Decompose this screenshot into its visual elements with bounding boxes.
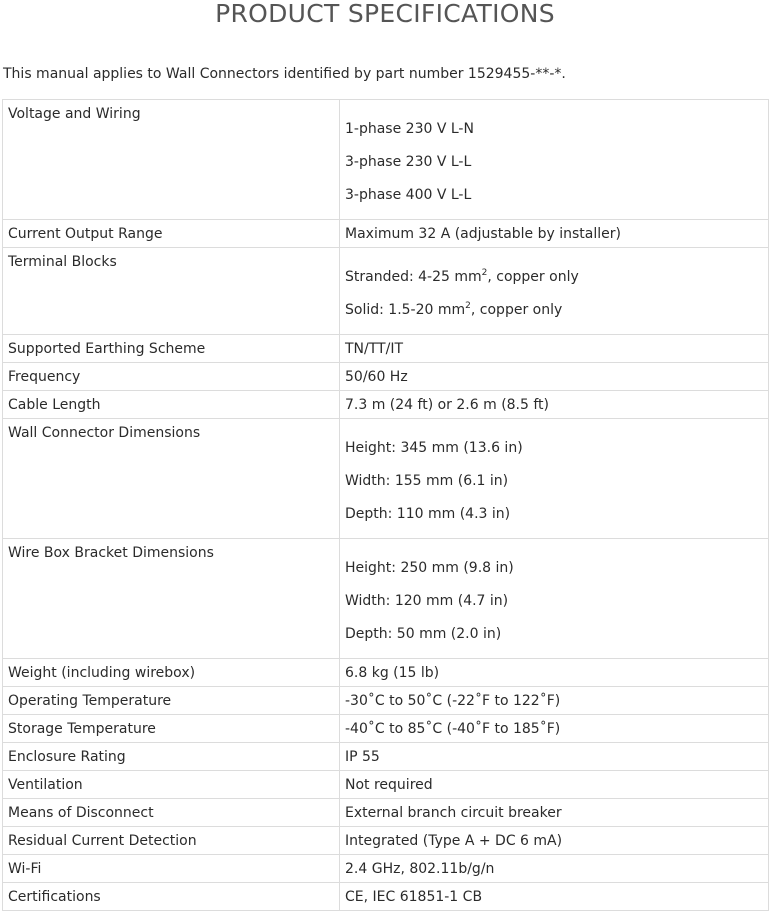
spec-value-cell bbox=[340, 391, 769, 419]
spec-value-cell bbox=[340, 539, 769, 659]
spec-row bbox=[3, 855, 769, 883]
spec-value: Maximum 32 A (adjustable by installer) bbox=[345, 226, 621, 242]
spec-label: Frequency bbox=[3, 363, 340, 391]
spec-value-text: , copper only bbox=[470, 302, 563, 318]
spec-row bbox=[3, 743, 769, 771]
spec-row bbox=[3, 335, 769, 363]
spec-value-line: 3-phase 400 V L-L bbox=[345, 187, 472, 203]
spec-label: Weight (including wirebox) bbox=[3, 659, 340, 687]
spec-value-cell bbox=[340, 248, 769, 335]
spec-value: 7.3 m (24 ft) or 2.6 m (8.5 ft) bbox=[345, 397, 549, 413]
spec-label: Residual Current Detection bbox=[3, 827, 340, 855]
spec-row bbox=[3, 715, 769, 743]
spec-value-text: Stranded: 4-25 mm bbox=[345, 269, 482, 285]
spec-value: 6.8 kg (15 lb) bbox=[345, 665, 440, 681]
spec-row bbox=[3, 248, 769, 335]
specifications-table-body bbox=[3, 100, 769, 911]
spec-row bbox=[3, 220, 769, 248]
spec-value: Not required bbox=[345, 777, 433, 793]
spec-row bbox=[3, 771, 769, 799]
spec-value-line: Depth: 50 mm (2.0 in) bbox=[345, 626, 502, 642]
spec-value-cell bbox=[340, 419, 769, 539]
spec-row bbox=[3, 687, 769, 715]
spec-label: Means of Disconnect bbox=[3, 799, 340, 827]
spec-value-cell bbox=[340, 687, 769, 715]
spec-value-line bbox=[345, 301, 768, 319]
spec-value-list bbox=[345, 419, 768, 538]
spec-label: Current Output Range bbox=[3, 220, 340, 248]
spec-row bbox=[3, 827, 769, 855]
spec-value: External branch circuit breaker bbox=[345, 805, 562, 821]
spec-value: CE, IEC 61851-1 CB bbox=[345, 889, 483, 905]
spec-value-text: Solid: 1.5-20 mm bbox=[345, 302, 466, 318]
spec-row bbox=[3, 100, 769, 220]
spec-value-list bbox=[345, 100, 768, 219]
spec-value-line: Height: 345 mm (13.6 in) bbox=[345, 440, 523, 456]
spec-value: -30˚C to 50˚C (-22˚F to 122˚F) bbox=[345, 693, 561, 709]
page-title: PRODUCT SPECIFICATIONS bbox=[215, 0, 555, 28]
intro-text: This manual applies to Wall Connectors identified by part number 1529455-**-*. bbox=[3, 66, 566, 82]
spec-value: 2.4 GHz, 802.11b/g/n bbox=[345, 861, 495, 877]
spec-value-list bbox=[345, 539, 768, 658]
spec-value-line: Height: 250 mm (9.8 in) bbox=[345, 560, 514, 576]
superscript-unit: 2 bbox=[481, 268, 488, 278]
spec-label: Voltage and Wiring bbox=[3, 100, 340, 220]
spec-value-cell bbox=[340, 363, 769, 391]
spec-label: Enclosure Rating bbox=[3, 743, 340, 771]
spec-label: Supported Earthing Scheme bbox=[3, 335, 340, 363]
spec-row bbox=[3, 659, 769, 687]
spec-value-line: Width: 120 mm (4.7 in) bbox=[345, 593, 509, 609]
spec-value-cell bbox=[340, 715, 769, 743]
spec-value: TN/TT/IT bbox=[345, 341, 403, 357]
spec-value-line bbox=[345, 268, 768, 286]
spec-value-line: 3-phase 230 V L-L bbox=[345, 154, 472, 170]
spec-label: Ventilation bbox=[3, 771, 340, 799]
spec-value-cell bbox=[340, 220, 769, 248]
spec-label: Wall Connector Dimensions bbox=[3, 419, 340, 539]
spec-value-line: 1-phase 230 V L-N bbox=[345, 121, 474, 137]
spec-value-text: , copper only bbox=[487, 269, 579, 285]
spec-value-cell bbox=[340, 855, 769, 883]
superscript-unit: 2 bbox=[465, 301, 471, 311]
spec-row bbox=[3, 799, 769, 827]
spec-value-line: Width: 155 mm (6.1 in) bbox=[345, 473, 509, 489]
spec-label: Wi-Fi bbox=[3, 855, 340, 883]
spec-label: Operating Temperature bbox=[3, 687, 340, 715]
specifications-table bbox=[2, 99, 769, 911]
spec-value: IP 55 bbox=[345, 749, 380, 765]
spec-value-list bbox=[345, 248, 768, 334]
spec-label: Cable Length bbox=[3, 391, 340, 419]
spec-row bbox=[3, 391, 769, 419]
spec-row bbox=[3, 883, 769, 911]
spec-value: -40˚C to 85˚C (-40˚F to 185˚F) bbox=[345, 721, 561, 737]
spec-value-cell bbox=[340, 771, 769, 799]
spec-value-cell bbox=[340, 799, 769, 827]
spec-label: Storage Temperature bbox=[3, 715, 340, 743]
spec-row bbox=[3, 539, 769, 659]
spec-label: Wire Box Bracket Dimensions bbox=[3, 539, 340, 659]
spec-value-cell bbox=[340, 743, 769, 771]
spec-row bbox=[3, 363, 769, 391]
spec-value-cell bbox=[340, 100, 769, 220]
spec-value: 50/60 Hz bbox=[345, 369, 408, 385]
spec-value: Integrated (Type A + DC 6 mA) bbox=[345, 833, 563, 849]
spec-value-line: Depth: 110 mm (4.3 in) bbox=[345, 506, 511, 522]
spec-row bbox=[3, 419, 769, 539]
spec-value-cell bbox=[340, 883, 769, 911]
spec-value-cell bbox=[340, 659, 769, 687]
spec-value-cell bbox=[340, 335, 769, 363]
spec-value-cell bbox=[340, 827, 769, 855]
spec-label: Terminal Blocks bbox=[3, 248, 340, 335]
spec-label: Certifications bbox=[3, 883, 340, 911]
